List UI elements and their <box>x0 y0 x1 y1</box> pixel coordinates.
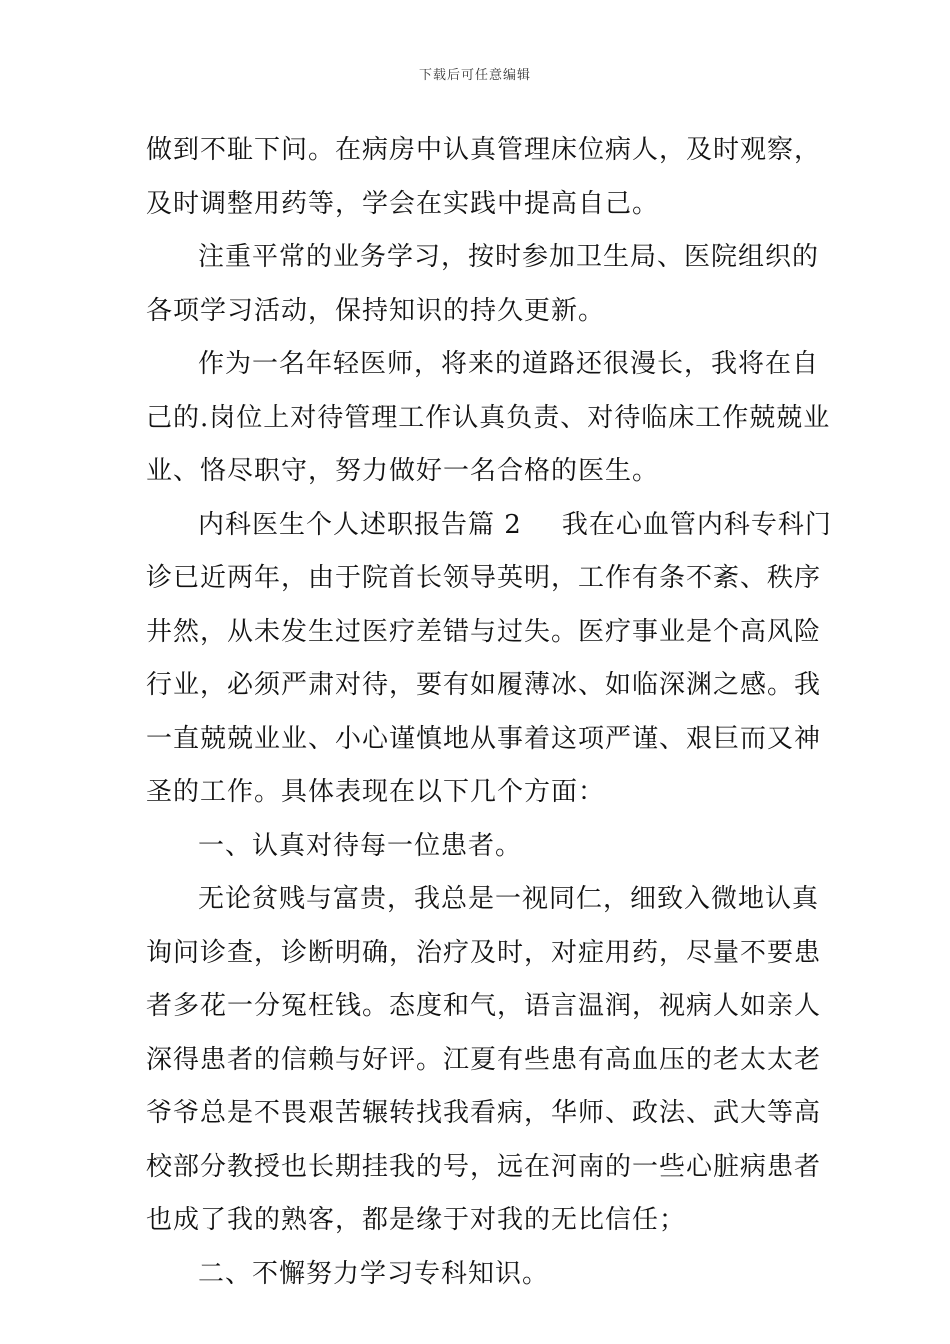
text-line: 也成了我的熟客，都是缘于对我的无比信任； <box>146 1205 687 1235</box>
text-line: 行业，必须严肃对待，要有如履薄冰、如临深渊之感。我 <box>146 670 822 700</box>
subheading-line: 一、认真对待每一位患者。 <box>198 830 523 861</box>
document-body <box>146 124 832 1301</box>
text-line: 爷爷总是不畏艰苦辗转找我看病，华师、政法、武大等高 <box>146 1098 822 1128</box>
text-line: 业、恪尽职守，努力做好一名合格的医生。 <box>146 456 660 486</box>
text-line: 各项学习活动，保持知识的持久更新。 <box>146 295 606 326</box>
download-note: 下载后可任意编辑 <box>418 68 531 83</box>
text-line: 校部分教授也长期挂我的号，远在河南的一些心脏病患者 <box>146 1151 822 1182</box>
text-line: 做到不耻下问。在病房中认真管理床位病人，及时观察， <box>146 135 822 165</box>
text-line: 我在心血管内科专科门 <box>561 509 832 540</box>
text-line: 己的.岗位上对待管理工作认真负责、对待临床工作兢兢业 <box>146 402 831 433</box>
text-line: 圣的工作。具体表现在以下几个方面： <box>146 777 606 807</box>
text-line: 作为一名年轻医师，将来的道路还很漫长，我将在自 <box>198 349 820 379</box>
subheading-line: 二、不懈努力学习专科知识。 <box>198 1258 550 1289</box>
text-line: 者多花一分冤枉钱。态度和气，语言温润，视病人如亲人 <box>146 991 822 1021</box>
section-heading: 内科医生个人述职报告篇 2 <box>198 509 522 540</box>
text-line: 诊已近两年，由于院首长领导英明，工作有条不紊、秩序 <box>146 563 822 593</box>
text-line: 井然，从未发生过医疗差错与过失。医疗事业是个高风险 <box>146 616 822 647</box>
section-heading-line <box>146 499 832 553</box>
text-line: 及时调整用药等，学会在实践中提高自己。 <box>146 188 660 219</box>
text-line: 无论贫贱与富贵，我总是一视同仁，细致入微地认真 <box>198 884 820 914</box>
text-line: 深得患者的信赖与好评。江夏有些患有高血压的老太太老 <box>146 1044 822 1075</box>
text-line: 注重平常的业务学习，按时参加卫生局、医院组织的 <box>198 242 820 272</box>
text-line: 询问诊查，诊断明确，治疗及时，对症用药，尽量不要患 <box>146 937 822 968</box>
text-line: 一直兢兢业业、小心谨慎地从事着这项严谨、艰巨而又神 <box>146 723 822 754</box>
